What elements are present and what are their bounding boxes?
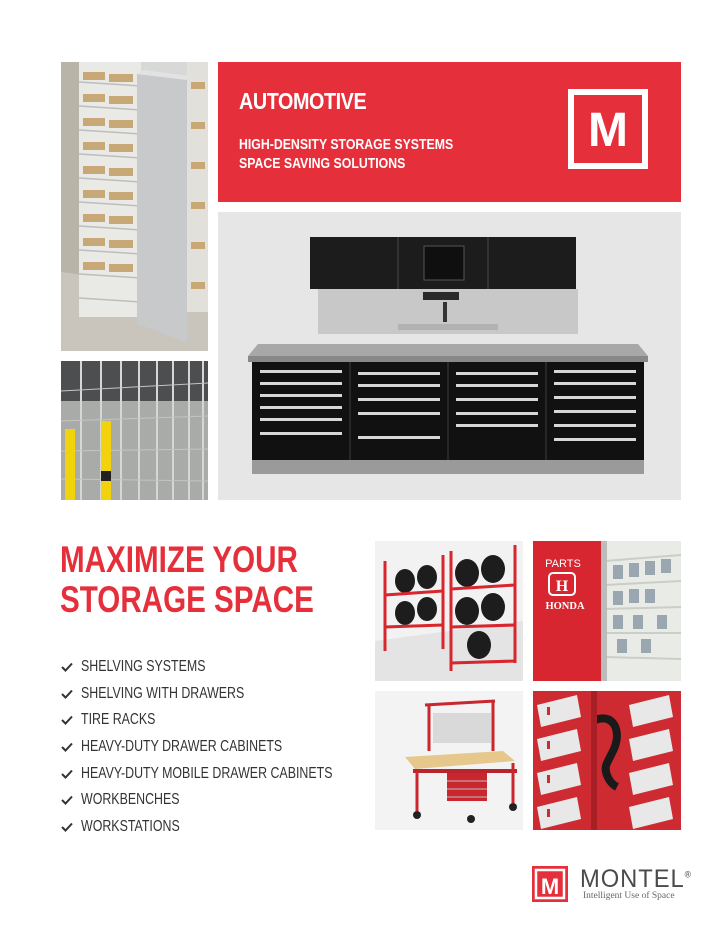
- header-banner: [218, 62, 681, 202]
- photo-workbench: [375, 691, 523, 830]
- check-icon: [60, 793, 74, 807]
- honda-sign-brand: HONDA: [545, 601, 585, 612]
- photo-shelving-aisle: [61, 62, 208, 351]
- check-icon: [60, 820, 74, 834]
- check-icon: [60, 767, 74, 781]
- feature-label: SHELVING WITH DRAWERS: [81, 684, 245, 702]
- brand-tagline: Intelligent Use of Space: [583, 891, 675, 901]
- brand-name-text: MONTEL: [580, 865, 685, 893]
- brand-name: [580, 865, 692, 894]
- list-item: [60, 681, 395, 708]
- feature-label: SHELVING SYSTEMS: [81, 658, 206, 676]
- photo-drawer-cabinet-workstation: [218, 212, 681, 500]
- list-item: [60, 814, 395, 841]
- list-item: [60, 734, 395, 761]
- feature-label: TIRE RACKS: [81, 711, 156, 729]
- subtitle-line-1: HIGH-DENSITY STORAGE SYSTEMS: [239, 136, 454, 153]
- registered-mark: ®: [684, 869, 692, 880]
- photo-honda-parts-shelving: [533, 541, 681, 681]
- footer-logo-letter: M: [540, 874, 560, 899]
- headline-line-2: STORAGE SPACE: [60, 579, 314, 620]
- feature-list: [60, 654, 395, 840]
- feature-label: WORKBENCHES: [81, 791, 180, 809]
- subtitle-line-2: SPACE SAVING SOLUTIONS: [239, 155, 406, 172]
- check-icon: [60, 713, 74, 727]
- feature-label: WORKSTATIONS: [81, 817, 180, 835]
- list-item: [60, 787, 395, 814]
- honda-sign-top: PARTS: [545, 558, 581, 570]
- list-item: [60, 760, 395, 787]
- check-icon: [60, 687, 74, 701]
- montel-logo-icon: [568, 89, 648, 169]
- photo-tire-racks: [375, 541, 523, 681]
- list-item: [60, 654, 395, 681]
- check-icon: [60, 740, 74, 754]
- feature-label: HEAVY-DUTY DRAWER CABINETS: [81, 738, 283, 756]
- svg-text:H: H: [555, 578, 569, 595]
- banner-logo-letter: M: [588, 104, 628, 157]
- feature-label: HEAVY-DUTY MOBILE DRAWER CABINETS: [81, 764, 333, 782]
- check-icon: [60, 660, 74, 674]
- category-title: AUTOMOTIVE: [239, 88, 367, 114]
- list-item: [60, 707, 395, 734]
- montel-logo-icon: [532, 866, 568, 902]
- headline-line-1: MAXIMIZE YOUR: [60, 539, 298, 580]
- photo-mobile-shelving: [61, 361, 208, 500]
- photo-parts-bins: [533, 691, 681, 830]
